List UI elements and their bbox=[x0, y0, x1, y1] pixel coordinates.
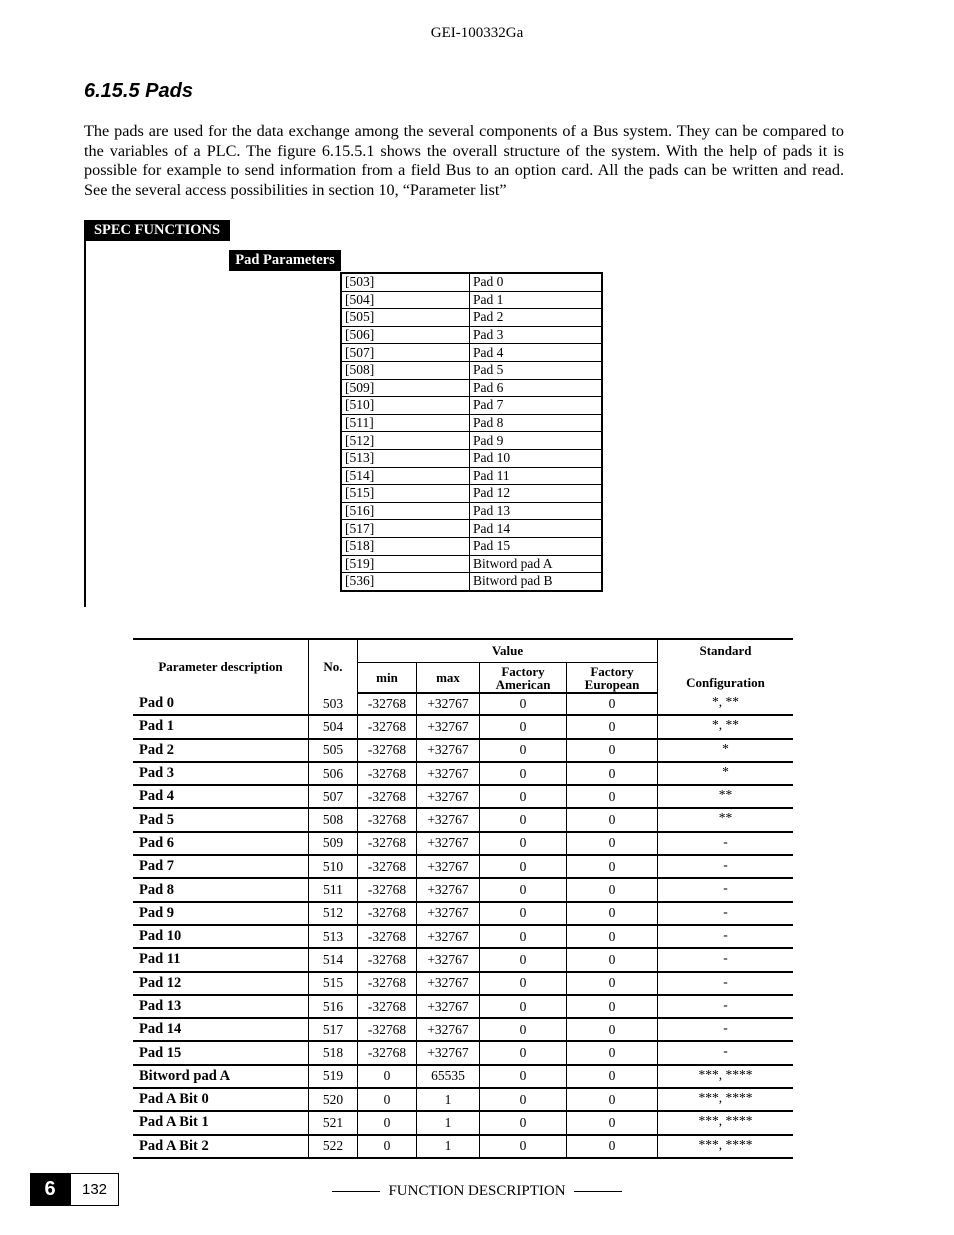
param-number: 505 bbox=[309, 739, 358, 762]
param-number: 506 bbox=[309, 762, 358, 785]
footer-label: FUNCTION DESCRIPTION bbox=[388, 1183, 566, 1199]
table-row bbox=[133, 948, 793, 971]
param-factory-american: 0 bbox=[480, 762, 567, 785]
param-max: +32767 bbox=[417, 785, 480, 808]
table-row bbox=[133, 925, 793, 948]
param-standard-configuration: ** bbox=[658, 808, 794, 831]
param-min: -32768 bbox=[358, 855, 417, 878]
menu-root-label: SPEC FUNCTIONS bbox=[84, 220, 230, 241]
param-number: 503 bbox=[309, 693, 358, 715]
param-min: -32768 bbox=[358, 1041, 417, 1064]
table-row bbox=[133, 808, 793, 831]
param-standard-configuration: ***, **** bbox=[658, 1065, 794, 1088]
param-number: 520 bbox=[309, 1088, 358, 1111]
param-description: Pad 4 bbox=[133, 785, 309, 808]
param-factory-european: 0 bbox=[567, 948, 658, 971]
menu-item-code: [507] bbox=[341, 344, 470, 362]
param-standard-configuration: - bbox=[658, 878, 794, 901]
header-factory-american-line2: American bbox=[495, 676, 551, 692]
param-description: Pad A Bit 1 bbox=[133, 1111, 309, 1134]
param-factory-american: 0 bbox=[480, 1111, 567, 1134]
table-row bbox=[133, 715, 793, 738]
param-max: +32767 bbox=[417, 972, 480, 995]
menu-item-row bbox=[341, 573, 602, 591]
param-min: -32768 bbox=[358, 1018, 417, 1041]
menu-item-name: Pad 9 bbox=[470, 432, 603, 450]
param-max: +32767 bbox=[417, 878, 480, 901]
param-number: 522 bbox=[309, 1135, 358, 1158]
param-factory-european: 0 bbox=[567, 1041, 658, 1064]
menu-item-name: Pad 15 bbox=[470, 537, 603, 555]
param-factory-european: 0 bbox=[567, 925, 658, 948]
param-factory-american: 0 bbox=[480, 808, 567, 831]
param-min: -32768 bbox=[358, 739, 417, 762]
menu-item-code: [504] bbox=[341, 291, 470, 309]
param-min: 0 bbox=[358, 1111, 417, 1134]
param-standard-configuration: * bbox=[658, 762, 794, 785]
table-row bbox=[133, 1111, 793, 1134]
header-min: min bbox=[358, 663, 417, 694]
param-number: 515 bbox=[309, 972, 358, 995]
menu-item-name: Pad 0 bbox=[470, 273, 603, 291]
param-factory-american: 0 bbox=[480, 855, 567, 878]
param-factory-american: 0 bbox=[480, 1088, 567, 1111]
param-factory-american: 0 bbox=[480, 715, 567, 738]
header-description: Parameter description bbox=[133, 639, 309, 693]
header-value: Value bbox=[358, 639, 658, 663]
param-description: Pad A Bit 0 bbox=[133, 1088, 309, 1111]
table-row bbox=[133, 739, 793, 762]
param-number: 513 bbox=[309, 925, 358, 948]
header-max: max bbox=[417, 663, 480, 694]
param-max: +32767 bbox=[417, 1041, 480, 1064]
menu-item-name: Pad 13 bbox=[470, 502, 603, 520]
document-id: GEI-100332Ga bbox=[430, 25, 524, 41]
table-row bbox=[133, 832, 793, 855]
header-factory-european bbox=[567, 663, 658, 694]
param-description: Pad 12 bbox=[133, 972, 309, 995]
footer-rule-right bbox=[574, 1191, 622, 1192]
param-factory-european: 0 bbox=[567, 1088, 658, 1111]
param-factory-european: 0 bbox=[567, 1111, 658, 1134]
param-max: 1 bbox=[417, 1111, 480, 1134]
table-row bbox=[133, 1065, 793, 1088]
param-standard-configuration: * bbox=[658, 739, 794, 762]
menu-item-code: [510] bbox=[341, 397, 470, 415]
param-description: Pad 2 bbox=[133, 739, 309, 762]
menu-item-row bbox=[341, 309, 602, 327]
param-max: +32767 bbox=[417, 739, 480, 762]
param-min: -32768 bbox=[358, 832, 417, 855]
param-factory-european: 0 bbox=[567, 1018, 658, 1041]
menu-item-code: [503] bbox=[341, 273, 470, 291]
param-standard-configuration: *, ** bbox=[658, 693, 794, 715]
menu-item-code: [511] bbox=[341, 414, 470, 432]
menu-item-row bbox=[341, 344, 602, 362]
table-row bbox=[133, 1088, 793, 1111]
header-standard-line1: Standard bbox=[699, 642, 752, 658]
menu-item-row bbox=[341, 361, 602, 379]
param-min: -32768 bbox=[358, 948, 417, 971]
param-factory-european: 0 bbox=[567, 693, 658, 715]
param-description: Pad 0 bbox=[133, 693, 309, 715]
param-factory-european: 0 bbox=[567, 855, 658, 878]
param-factory-european: 0 bbox=[567, 878, 658, 901]
chapter-tab: 6 bbox=[30, 1173, 70, 1206]
menu-item-code: [536] bbox=[341, 573, 470, 591]
menu-item-name: Pad 1 bbox=[470, 291, 603, 309]
param-standard-configuration: ** bbox=[658, 785, 794, 808]
param-factory-european: 0 bbox=[567, 762, 658, 785]
param-description: Pad 1 bbox=[133, 715, 309, 738]
param-number: 504 bbox=[309, 715, 358, 738]
menu-item-code: [509] bbox=[341, 379, 470, 397]
menu-item-code: [505] bbox=[341, 309, 470, 327]
menu-item-row bbox=[341, 467, 602, 485]
menu-item-row bbox=[341, 520, 602, 538]
param-min: -32768 bbox=[358, 715, 417, 738]
param-number: 517 bbox=[309, 1018, 358, 1041]
menu-item-code: [515] bbox=[341, 485, 470, 503]
menu-item-row bbox=[341, 326, 602, 344]
param-description: Pad 9 bbox=[133, 902, 309, 925]
param-min: 0 bbox=[358, 1088, 417, 1111]
param-description: Pad 11 bbox=[133, 948, 309, 971]
param-number: 514 bbox=[309, 948, 358, 971]
menu-item-row bbox=[341, 273, 602, 291]
param-min: -32768 bbox=[358, 878, 417, 901]
header-number: No. bbox=[309, 639, 358, 693]
table-row bbox=[133, 693, 793, 715]
menu-item-row bbox=[341, 449, 602, 467]
param-number: 521 bbox=[309, 1111, 358, 1134]
param-number: 512 bbox=[309, 902, 358, 925]
menu-item-name: Bitword pad A bbox=[470, 555, 603, 573]
menu-sub-label: Pad Parameters bbox=[229, 250, 341, 271]
param-factory-american: 0 bbox=[480, 785, 567, 808]
table-row bbox=[133, 785, 793, 808]
page-number: 132 bbox=[70, 1173, 119, 1206]
param-min: -32768 bbox=[358, 693, 417, 715]
param-standard-configuration: - bbox=[658, 925, 794, 948]
menu-item-row bbox=[341, 555, 602, 573]
section-title: 6.15.5 Pads bbox=[84, 80, 193, 102]
param-factory-european: 0 bbox=[567, 995, 658, 1018]
param-factory-european: 0 bbox=[567, 832, 658, 855]
menu-item-name: Pad 10 bbox=[470, 449, 603, 467]
param-factory-european: 0 bbox=[567, 715, 658, 738]
param-max: +32767 bbox=[417, 693, 480, 715]
param-min: -32768 bbox=[358, 785, 417, 808]
param-standard-configuration: - bbox=[658, 948, 794, 971]
param-number: 519 bbox=[309, 1065, 358, 1088]
param-factory-american: 0 bbox=[480, 832, 567, 855]
table-row bbox=[133, 878, 793, 901]
menu-item-code: [517] bbox=[341, 520, 470, 538]
menu-item-code: [518] bbox=[341, 537, 470, 555]
table-row bbox=[133, 855, 793, 878]
param-standard-configuration: - bbox=[658, 1018, 794, 1041]
param-factory-american: 0 bbox=[480, 1041, 567, 1064]
param-standard-configuration: - bbox=[658, 972, 794, 995]
param-description: Pad 3 bbox=[133, 762, 309, 785]
param-number: 507 bbox=[309, 785, 358, 808]
param-standard-configuration: - bbox=[658, 832, 794, 855]
param-min: -32768 bbox=[358, 925, 417, 948]
menu-item-row bbox=[341, 432, 602, 450]
menu-item-code: [508] bbox=[341, 361, 470, 379]
param-standard-configuration: ***, **** bbox=[658, 1088, 794, 1111]
param-standard-configuration: - bbox=[658, 1041, 794, 1064]
param-min: -32768 bbox=[358, 762, 417, 785]
param-max: +32767 bbox=[417, 1018, 480, 1041]
param-factory-american: 0 bbox=[480, 1135, 567, 1158]
menu-item-code: [516] bbox=[341, 502, 470, 520]
param-factory-european: 0 bbox=[567, 739, 658, 762]
param-description: Pad 6 bbox=[133, 832, 309, 855]
menu-connector-line bbox=[84, 241, 86, 607]
param-description: Pad 7 bbox=[133, 855, 309, 878]
menu-item-name: Pad 14 bbox=[470, 520, 603, 538]
param-factory-american: 0 bbox=[480, 1065, 567, 1088]
param-factory-american: 0 bbox=[480, 878, 567, 901]
menu-item-code: [513] bbox=[341, 449, 470, 467]
param-standard-configuration: ***, **** bbox=[658, 1135, 794, 1158]
param-max: +32767 bbox=[417, 995, 480, 1018]
param-max: +32767 bbox=[417, 762, 480, 785]
param-standard-configuration: *, ** bbox=[658, 715, 794, 738]
param-factory-european: 0 bbox=[567, 808, 658, 831]
param-number: 509 bbox=[309, 832, 358, 855]
menu-item-code: [512] bbox=[341, 432, 470, 450]
menu-item-code: [519] bbox=[341, 555, 470, 573]
param-number: 511 bbox=[309, 878, 358, 901]
footer-rule-left bbox=[332, 1191, 380, 1192]
param-max: +32767 bbox=[417, 808, 480, 831]
param-min: 0 bbox=[358, 1065, 417, 1088]
header-factory-american-line1: Factory bbox=[501, 663, 545, 679]
param-min: -32768 bbox=[358, 972, 417, 995]
param-max: +32767 bbox=[417, 715, 480, 738]
param-factory-american: 0 bbox=[480, 902, 567, 925]
param-max: 1 bbox=[417, 1135, 480, 1158]
table-row bbox=[133, 1018, 793, 1041]
param-number: 510 bbox=[309, 855, 358, 878]
param-max: 1 bbox=[417, 1088, 480, 1111]
menu-item-code: [514] bbox=[341, 467, 470, 485]
param-factory-american: 0 bbox=[480, 995, 567, 1018]
param-standard-configuration: - bbox=[658, 995, 794, 1018]
table-row bbox=[133, 762, 793, 785]
table-row bbox=[133, 995, 793, 1018]
menu-item-row bbox=[341, 537, 602, 555]
header-factory-american bbox=[480, 663, 567, 694]
param-max: +32767 bbox=[417, 902, 480, 925]
parameter-table bbox=[133, 638, 793, 1159]
param-description: Pad 8 bbox=[133, 878, 309, 901]
param-max: +32767 bbox=[417, 832, 480, 855]
param-factory-american: 0 bbox=[480, 925, 567, 948]
param-max: 65535 bbox=[417, 1065, 480, 1088]
param-description: Pad A Bit 2 bbox=[133, 1135, 309, 1158]
table-row bbox=[133, 972, 793, 995]
header-standard-line2: Configuration bbox=[686, 674, 765, 690]
menu-item-row bbox=[341, 397, 602, 415]
menu-item-name: Bitword pad B bbox=[470, 573, 603, 591]
param-description: Pad 13 bbox=[133, 995, 309, 1018]
menu-item-name: Pad 8 bbox=[470, 414, 603, 432]
param-factory-american: 0 bbox=[480, 739, 567, 762]
menu-item-name: Pad 6 bbox=[470, 379, 603, 397]
param-factory-american: 0 bbox=[480, 1018, 567, 1041]
header-factory-european-line2: European bbox=[584, 676, 640, 692]
menu-item-name: Pad 5 bbox=[470, 361, 603, 379]
param-min: -32768 bbox=[358, 902, 417, 925]
param-standard-configuration: - bbox=[658, 902, 794, 925]
intro-paragraph: The pads are used for the data exchange among the several components of a Bus system. They can be compared to the variables of a PLC. The figure 6.15.5.1 shows the overall structure of the system. With the help of pads it is possible for example to send information from a field Bus to an option card. All the pads can be written and read. See the several access possibilities in section 10, “Parameter list” bbox=[84, 122, 844, 199]
header-standard-configuration bbox=[658, 639, 794, 693]
param-description: Pad 14 bbox=[133, 1018, 309, 1041]
param-min: -32768 bbox=[358, 808, 417, 831]
param-number: 516 bbox=[309, 995, 358, 1018]
param-max: +32767 bbox=[417, 855, 480, 878]
param-standard-configuration: ***, **** bbox=[658, 1111, 794, 1134]
menu-items-table bbox=[340, 272, 603, 592]
menu-item-row bbox=[341, 379, 602, 397]
menu-item-row bbox=[341, 414, 602, 432]
menu-item-name: Pad 11 bbox=[470, 467, 603, 485]
param-max: +32767 bbox=[417, 948, 480, 971]
param-max: +32767 bbox=[417, 925, 480, 948]
param-min: 0 bbox=[358, 1135, 417, 1158]
table-row bbox=[133, 1135, 793, 1158]
param-description: Bitword pad A bbox=[133, 1065, 309, 1088]
menu-item-code: [506] bbox=[341, 326, 470, 344]
param-factory-american: 0 bbox=[480, 948, 567, 971]
menu-item-row bbox=[341, 485, 602, 503]
menu-item-name: Pad 12 bbox=[470, 485, 603, 503]
menu-item-name: Pad 2 bbox=[470, 309, 603, 327]
param-description: Pad 5 bbox=[133, 808, 309, 831]
param-factory-european: 0 bbox=[567, 972, 658, 995]
param-factory-european: 0 bbox=[567, 785, 658, 808]
menu-item-name: Pad 3 bbox=[470, 326, 603, 344]
param-description: Pad 15 bbox=[133, 1041, 309, 1064]
param-factory-european: 0 bbox=[567, 902, 658, 925]
param-min: -32768 bbox=[358, 995, 417, 1018]
param-factory-american: 0 bbox=[480, 972, 567, 995]
menu-item-name: Pad 7 bbox=[470, 397, 603, 415]
param-factory-american: 0 bbox=[480, 693, 567, 715]
param-factory-european: 0 bbox=[567, 1135, 658, 1158]
param-standard-configuration: - bbox=[658, 855, 794, 878]
menu-item-row bbox=[341, 502, 602, 520]
header-factory-european-line1: Factory bbox=[590, 663, 634, 679]
menu-item-name: Pad 4 bbox=[470, 344, 603, 362]
param-description: Pad 10 bbox=[133, 925, 309, 948]
param-number: 508 bbox=[309, 808, 358, 831]
table-row bbox=[133, 902, 793, 925]
menu-item-row bbox=[341, 291, 602, 309]
page-footer bbox=[0, 1183, 954, 1200]
param-factory-european: 0 bbox=[567, 1065, 658, 1088]
param-number: 518 bbox=[309, 1041, 358, 1064]
table-row bbox=[133, 1041, 793, 1064]
